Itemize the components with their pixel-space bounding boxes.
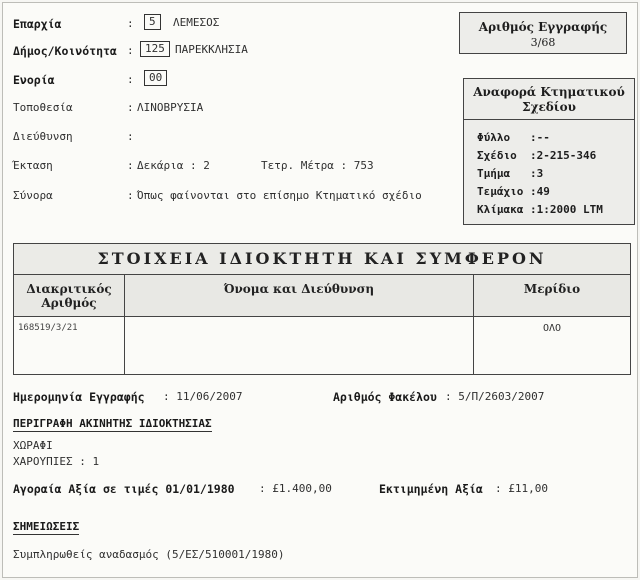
col-header-share: Μερίδιο (474, 275, 630, 317)
map-ref-label: Σχέδιο (477, 149, 517, 162)
enoria-code: 00 (144, 70, 167, 86)
file-label: Αριθμός Φακέλου (333, 390, 437, 404)
map-ref-row (477, 149, 596, 162)
registration-box (459, 12, 627, 54)
dimos-label: Δήμος/Κοινότητα (13, 44, 117, 58)
synora-label: Σύνορα (13, 189, 53, 202)
col-header-id-line2: Αριθμός (41, 296, 97, 310)
owner-row-id: 168519/3/21 (18, 323, 78, 333)
ektasi-label: Έκταση (13, 159, 53, 172)
ektasi-metra: Τετρ. Μέτρα : 753 (261, 159, 374, 172)
col-header-name: Όνομα και Διεύθυνση (125, 275, 473, 317)
map-ref-label: Τεμάχιο (477, 185, 524, 198)
eparchia-label: Επαρχία (13, 17, 62, 31)
topothesia-value: ΛΙΝΟΒΡΥΣΙΑ (137, 101, 204, 114)
enoria-label: Ενορία (13, 73, 55, 87)
synora-colon: : (127, 189, 134, 202)
document-page (2, 2, 638, 578)
col-header-id-line1: Διακριτικός (26, 282, 112, 296)
dimos-colon: : (127, 44, 134, 57)
synora-value: Όπως φαίνονται στο επίσημο Κτηματικό σχέδιο (137, 189, 422, 202)
dimos-name: ΠΑΡΕΚΚΛΗΣΙΑ (175, 43, 248, 56)
diefthinsi-label: Διεύθυνση (13, 130, 73, 143)
owner-row-share: ΟΛΟ (542, 323, 562, 334)
date-value: : 11/06/2007 (163, 390, 243, 403)
eparchia-colon: : (127, 17, 134, 30)
map-ref-value: :1:2000 LTM (530, 203, 603, 216)
market-value: : £1.400,00 (259, 482, 332, 495)
date-label: Ημερομηνία Εγγραφής (13, 390, 145, 404)
ektasi-dekaria: Δεκάρια : 2 (137, 159, 210, 172)
notes-heading: ΣΗΜΕΙΩΣΕΙΣ (13, 520, 80, 533)
topothesia-label: Τοποθεσία (13, 101, 73, 114)
map-ref-label: Φύλλο (477, 131, 511, 144)
description-heading: ΠΕΡΙΓΡΑΦΗ ΑΚΙΝΗΤΗΣ ΙΔΙΟΚΤΗΣΙΑΣ (13, 417, 212, 430)
map-ref-row (477, 167, 543, 180)
map-ref-value: :49 (530, 185, 550, 198)
description-line2: ΧΑΡΟΥΠΙΕΣ : 1 (13, 455, 100, 468)
topothesia-colon: : (127, 101, 134, 114)
market-value-label: Αγοραία Αξία σε τιμές 01/01/1980 (13, 482, 235, 496)
notes-line: Συμπληρωθείς αναδασμός (5/ΕΣ/510001/1980) (13, 548, 285, 561)
registration-title: Αριθμός Εγγραφής (478, 20, 608, 34)
map-ref-row (477, 131, 550, 144)
map-reference-title-line2: Σχεδίου (522, 100, 576, 114)
map-ref-row (477, 203, 603, 216)
map-ref-label: Τμήμα (477, 167, 511, 180)
map-ref-value: :3 (530, 167, 544, 180)
col-header-id (14, 275, 124, 317)
owners-table-title: ΣΤΟΙΧΕΙΑ ΙΔΙΟΚΤΗΤΗ ΚΑΙ ΣΥΜΦΕΡΟΝ (14, 244, 630, 275)
map-reference-title-line1: Αναφορά Κτηματικού (473, 85, 625, 99)
estimated-value-label: Εκτιμημένη Αξία (379, 482, 483, 496)
map-ref-value: :2-215-346 (530, 149, 597, 162)
diefthinsi-colon: : (127, 130, 134, 143)
registration-number: 3/68 (530, 36, 556, 49)
ektasi-colon: : (127, 159, 134, 172)
eparchia-code: 5 (144, 14, 161, 30)
map-reference-box (463, 78, 635, 225)
map-ref-row (477, 185, 550, 198)
owners-table (13, 243, 631, 375)
column-divider (124, 275, 125, 374)
estimated-value: : £11,00 (495, 482, 548, 495)
map-ref-value: :-- (530, 131, 550, 144)
enoria-colon: : (127, 73, 134, 86)
dimos-code: 125 (140, 41, 170, 57)
file-value: : 5/Π/2603/2007 (445, 390, 545, 403)
description-line1: ΧΩΡΑΦΙ (13, 439, 53, 452)
map-reference-header (464, 79, 634, 120)
eparchia-name: ΛΕΜΕΣΟΣ (173, 16, 220, 29)
map-ref-label: Κλίμακα (477, 203, 524, 216)
